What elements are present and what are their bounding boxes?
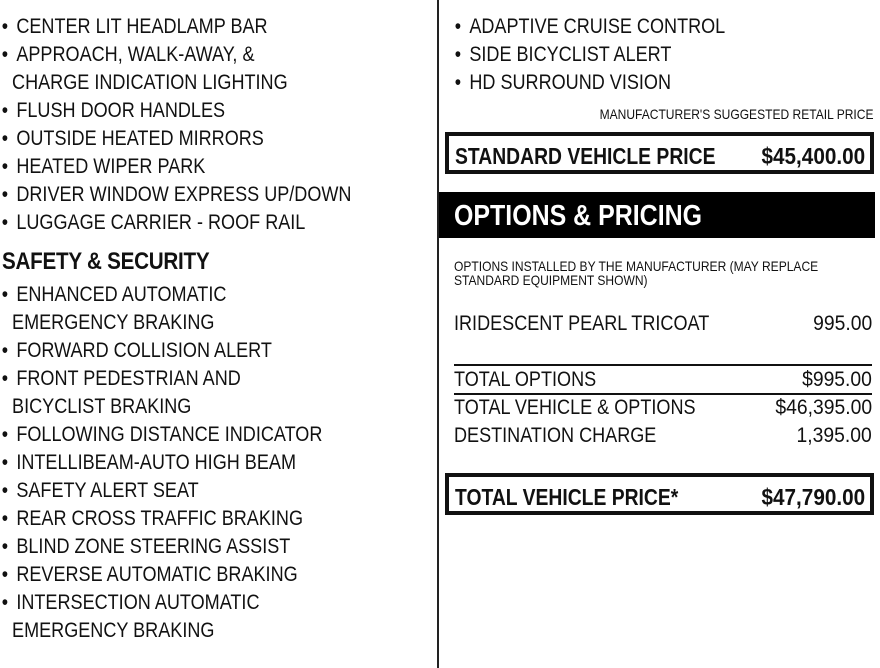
standard-equipment-column	[0, 0, 436, 668]
list-item-text: REAR CROSS TRAFFIC BRAKING	[16, 507, 304, 530]
total-vehicle-options-row	[454, 394, 872, 422]
list-item-text: LUGGAGE CARRIER - ROOF RAIL	[16, 211, 306, 234]
list-item-text: FLUSH DOOR HANDLES	[16, 99, 226, 122]
list-item-text: SIDE BICYCLIST ALERT	[469, 43, 672, 66]
total-options-value: $995.00	[802, 368, 872, 391]
list-item-text-continued: EMERGENCY BRAKING	[12, 311, 215, 334]
list-item	[0, 421, 322, 449]
safety-security-heading: SAFETY & SECURITY	[2, 248, 210, 275]
options-pricing-banner	[439, 192, 875, 238]
list-item	[0, 281, 322, 337]
list-item-text: INTERSECTION AUTOMATIC	[16, 591, 260, 614]
list-item	[0, 561, 322, 589]
options-pricing-heading: OPTIONS & PRICING	[454, 200, 703, 232]
exterior-features-list	[0, 13, 351, 237]
option-label: IRIDESCENT PEARL TRICOAT	[454, 312, 710, 335]
list-item-text: CENTER LIT HEADLAMP BAR	[16, 15, 268, 38]
list-item-text-continued: CHARGE INDICATION LIGHTING	[12, 71, 288, 94]
list-item	[453, 13, 725, 41]
total-vehicle-options-label: TOTAL VEHICLE & OPTIONS	[454, 396, 696, 419]
total-vehicle-options-value: $46,395.00	[775, 396, 872, 419]
standard-price-value: $45,400.00	[761, 143, 865, 169]
list-item	[0, 477, 322, 505]
list-item-text: APPROACH, WALK-AWAY, &	[16, 43, 255, 66]
list-item	[0, 505, 322, 533]
list-item-text: SAFETY ALERT SEAT	[16, 479, 199, 502]
option-price: 995.00	[812, 312, 872, 335]
list-item	[0, 41, 351, 97]
list-item-text-continued: EMERGENCY BRAKING	[12, 619, 215, 642]
total-price-box	[445, 473, 874, 515]
destination-charge-label: DESTINATION CHARGE	[454, 424, 657, 447]
list-item-text: HD SURROUND VISION	[469, 71, 672, 94]
standard-price-box	[445, 132, 874, 174]
list-item	[0, 533, 322, 561]
destination-charge-row	[454, 422, 872, 450]
total-price-value: $47,790.00	[761, 484, 865, 510]
list-item	[0, 449, 322, 477]
driver-assist-features-list	[453, 13, 725, 97]
list-item	[0, 589, 322, 645]
pricing-column	[439, 0, 880, 668]
msrp-caption: MANUFACTURER'S SUGGESTED RETAIL PRICE	[599, 106, 873, 122]
list-item	[453, 69, 725, 97]
destination-charge-value: 1,395.00	[796, 424, 872, 447]
list-item-text: ENHANCED AUTOMATIC	[16, 283, 227, 306]
total-options-row	[454, 366, 872, 394]
list-item-text: ADAPTIVE CRUISE CONTROL	[469, 15, 726, 38]
total-price-label: TOTAL VEHICLE PRICE*	[455, 484, 679, 510]
total-options-label: TOTAL OPTIONS	[454, 368, 597, 391]
list-item	[0, 13, 351, 41]
list-item	[0, 209, 351, 237]
options-note: OPTIONS INSTALLED BY THE MANUFACTURER (MAY REPLACE STANDARD EQUIPMENT SHOWN)	[454, 258, 819, 288]
list-item	[0, 125, 351, 153]
list-item-text: FORWARD COLLISION ALERT	[16, 339, 272, 362]
list-item	[453, 41, 725, 69]
list-item	[0, 337, 322, 365]
list-item-text: REVERSE AUTOMATIC BRAKING	[16, 563, 298, 586]
option-row	[454, 310, 872, 338]
list-item	[0, 181, 351, 209]
standard-price-label: STANDARD VEHICLE PRICE	[455, 143, 716, 169]
list-item-text: HEATED WIPER PARK	[16, 155, 206, 178]
list-item-text-continued: BICYCLIST BRAKING	[12, 395, 192, 418]
list-item	[0, 97, 351, 125]
list-item-text: FOLLOWING DISTANCE INDICATOR	[16, 423, 323, 446]
list-item	[0, 153, 351, 181]
list-item-text: DRIVER WINDOW EXPRESS UP/DOWN	[16, 183, 352, 206]
list-item-text: BLIND ZONE STEERING ASSIST	[16, 535, 291, 558]
safety-features-list	[0, 281, 322, 645]
list-item-text: INTELLIBEAM-AUTO HIGH BEAM	[16, 451, 296, 474]
list-item	[0, 365, 322, 421]
list-item-text: OUTSIDE HEATED MIRRORS	[16, 127, 264, 150]
list-item-text: FRONT PEDESTRIAN AND	[16, 367, 241, 390]
